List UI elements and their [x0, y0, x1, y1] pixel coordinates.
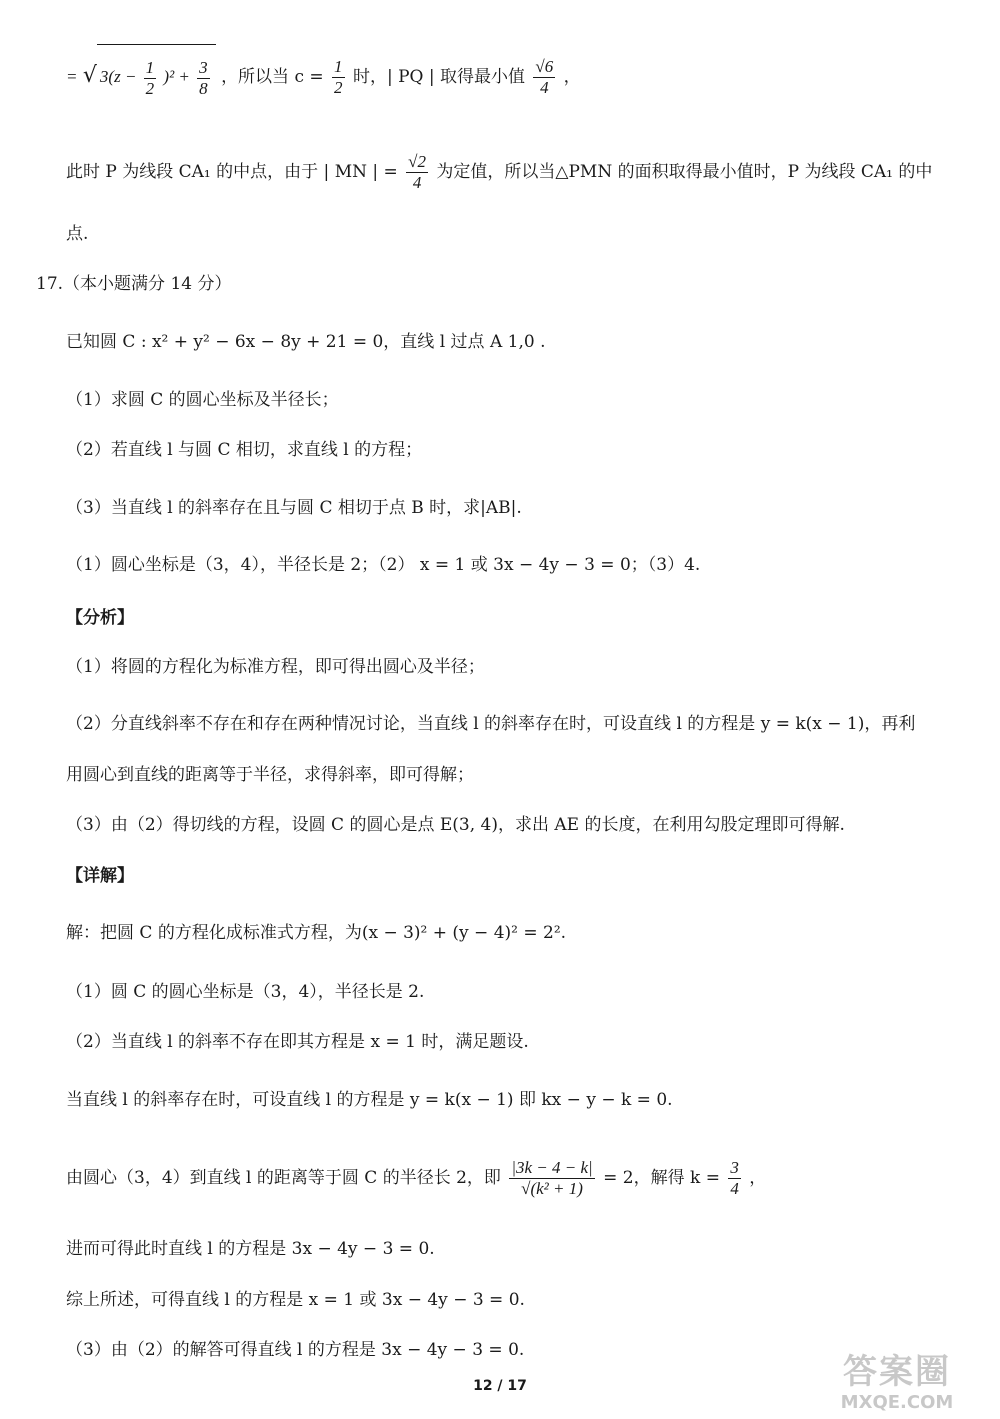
- text-segment: 为定值，所以当△PMN 的面积取得最小值时，P 为线段 CA₁ 的中: [436, 162, 933, 182]
- page-number: 12 / 17: [473, 1378, 527, 1394]
- fraction-mn: [406, 152, 428, 193]
- analysis-2: （2）分直线斜率不存在和存在两种情况讨论，当直线 l 的斜率存在时，可设直线 l 的方程是 y = k(x − 1)，再利: [66, 714, 916, 734]
- detail-0: 解：把圆 C 的方程化成标准式方程，为(x − 3)² + (y − 4)² = 2².: [66, 923, 567, 943]
- answer-line: （1）圆心坐标是（3，4），半径长是 2；（2） x = 1 或 3x − 4y − 3 = 0；（3）4.: [66, 555, 701, 575]
- detail-2: （2）当直线 l 的斜率不存在即其方程是 x = 1 时，满足题设.: [66, 1032, 529, 1052]
- text-segment: ，所以当 c =: [221, 67, 324, 87]
- fraction-c-value: [332, 57, 345, 98]
- text-line-2: [66, 148, 970, 196]
- radical-part-b: )² +: [163, 67, 190, 86]
- subquestion-1: （1）求圆 C 的圆心坐标及半径长；: [66, 390, 339, 410]
- watermark-line-1: 答案圈: [843, 1352, 951, 1392]
- detail-7: （3）由（2）的解答可得直线 l 的方程是 3x − 4y − 3 = 0.: [66, 1340, 525, 1360]
- detail-3: 当直线 l 的斜率存在时，可设直线 l 的方程是 y = k(x − 1) 即 kx − y − k = 0.: [66, 1090, 673, 1110]
- subquestion-3: （3）当直线 l 的斜率存在且与圆 C 相切于点 B 时，求|AB|.: [66, 498, 522, 518]
- question-17-heading: 17.（本小题满分 14 分）: [36, 274, 232, 294]
- detail-6: 综上所述，可得直线 l 的方程是 x = 1 或 3x − 4y − 3 = 0.: [66, 1290, 525, 1310]
- text-segment: ，: [749, 1168, 767, 1188]
- fraction-denominator: 8: [199, 78, 208, 98]
- fraction-numerator: 3: [730, 1158, 739, 1177]
- text-segment: 时，| PQ | 取得最小值: [352, 67, 525, 87]
- radical-sign: √: [82, 63, 97, 88]
- radical-part-a: 3(z −: [99, 67, 137, 86]
- given-statement: 已知圆 C : x² + y² − 6x − 8y + 21 = 0，直线 l 过点 A 1,0 .: [66, 332, 546, 352]
- text-segment: = 2，解得 k =: [603, 1168, 720, 1188]
- fraction-numerator: |3k − 4 − k|: [511, 1158, 593, 1177]
- text-line-3: 点.: [66, 224, 89, 244]
- fraction-numerator: 1: [145, 57, 155, 77]
- fraction-numerator: √2: [408, 152, 426, 171]
- analysis-1: （1）将圆的方程化为标准方程，即可得出圆心及半径；: [66, 657, 485, 677]
- fraction-numerator: √6: [535, 57, 554, 76]
- fraction-numerator: 3: [199, 57, 208, 77]
- fraction-denominator: 2: [334, 78, 343, 97]
- analysis-3: （3）由（2）得切线的方程，设圆 C 的圆心是点 E(3, 4)，求出 AE 的长度，在利用勾股定理即可得解.: [66, 815, 845, 835]
- fraction-denominator: 4: [540, 78, 549, 97]
- fraction-denominator: 4: [412, 173, 422, 192]
- detail-1: （1）圆 C 的圆心坐标是（3，4），半径长是 2.: [66, 982, 425, 1002]
- text-segment: 此时 P 为线段 CA₁ 的中点，由于 | MN | =: [66, 162, 398, 182]
- detail-4: [66, 1150, 970, 1206]
- fraction-half: [144, 58, 157, 99]
- fraction-k-value: [728, 1158, 741, 1199]
- text-segment: 由圆心（3，4）到直线 l 的距离等于圆 C 的半径长 2，即: [66, 1168, 501, 1188]
- radical-body: [97, 44, 216, 109]
- fraction-denominator: 4: [730, 1179, 739, 1198]
- analysis-heading: 【分析】: [66, 608, 134, 628]
- watermark-line-2: MXQE.COM: [840, 1392, 954, 1413]
- formula-line-1: [66, 44, 970, 108]
- subquestion-2: （2）若直线 l 与圆 C 相切，求直线 l 的方程；: [66, 440, 423, 460]
- fraction-numerator: 1: [334, 57, 343, 76]
- equals-sign: =: [66, 67, 78, 86]
- fraction-three-eighths: [197, 58, 210, 99]
- fraction-denominator: √(k² + 1): [521, 1179, 583, 1198]
- watermark-logo: [812, 1352, 982, 1418]
- fraction-distance: [509, 1158, 594, 1199]
- detail-heading: 【详解】: [66, 866, 134, 886]
- detail-5: 进而可得此时直线 l 的方程是 3x − 4y − 3 = 0.: [66, 1239, 435, 1259]
- fraction-min-value: [533, 57, 555, 98]
- analysis-2-cont: 用圆心到直线的距离等于半径，求得斜率，即可得解；: [66, 765, 474, 785]
- fraction-denominator: 2: [145, 78, 155, 98]
- text-segment: ，: [563, 67, 581, 87]
